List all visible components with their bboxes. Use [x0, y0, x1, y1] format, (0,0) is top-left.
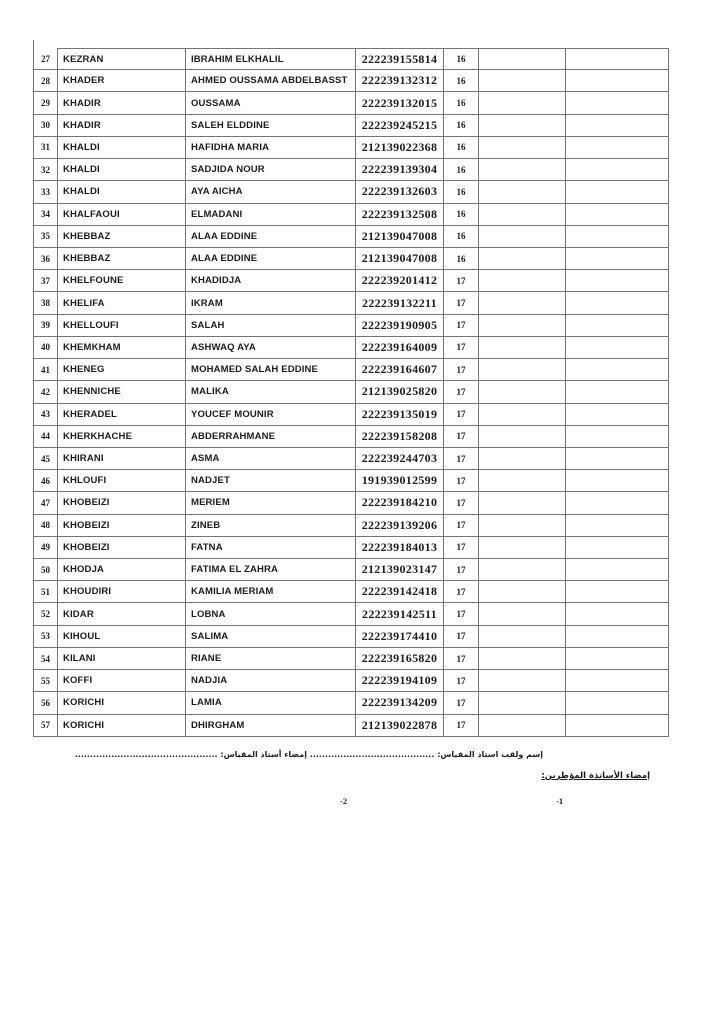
first-name-cell: SALAH — [186, 315, 356, 337]
table-row — [34, 115, 669, 137]
empty-cell-2 — [566, 159, 669, 181]
table-row — [34, 137, 669, 159]
empty-cell-2 — [566, 492, 669, 514]
group-cell: 17 — [444, 381, 479, 403]
group-cell: 17 — [444, 270, 479, 292]
last-name-cell: KHALFAOUI — [58, 204, 186, 226]
first-name-cell: SALEH ELDDINE — [186, 115, 356, 137]
student-id-cell: 222239174410 — [356, 626, 444, 648]
last-name-cell: KIDAR — [58, 603, 186, 625]
empty-cell-2 — [566, 70, 669, 92]
student-id-cell: 222239244703 — [356, 448, 444, 470]
student-id-cell: 222239164607 — [356, 359, 444, 381]
last-name-cell: KHODJA — [58, 559, 186, 581]
group-cell: 17 — [444, 426, 479, 448]
first-name-cell: RIANE — [186, 648, 356, 670]
empty-cell-1 — [479, 270, 566, 292]
empty-cell-2 — [566, 359, 669, 381]
empty-cell-2 — [566, 48, 669, 70]
table-row — [34, 159, 669, 181]
row-number-cell: 39 — [34, 315, 58, 337]
group-cell: 17 — [444, 626, 479, 648]
student-id-cell: 212139047008 — [356, 226, 444, 248]
student-id-cell: 222239135019 — [356, 404, 444, 426]
table-row — [34, 48, 669, 70]
student-id-cell: 222239165820 — [356, 648, 444, 670]
group-cell: 16 — [444, 70, 479, 92]
first-name-cell: ALAA EDDINE — [186, 226, 356, 248]
first-name-cell: HAFIDHA MARIA — [186, 137, 356, 159]
empty-cell-2 — [566, 537, 669, 559]
table-row — [34, 337, 669, 359]
last-name-cell: KEZRAN — [58, 48, 186, 70]
table-row — [34, 92, 669, 114]
student-roster-table — [33, 48, 669, 737]
group-cell: 17 — [444, 337, 479, 359]
last-name-cell: KHERADEL — [58, 404, 186, 426]
last-name-cell: KHALDI — [58, 159, 186, 181]
empty-cell-1 — [479, 692, 566, 714]
group-cell: 17 — [444, 359, 479, 381]
empty-cell-2 — [566, 292, 669, 314]
student-id-cell: 222239142511 — [356, 603, 444, 625]
student-id-cell: 191939012599 — [356, 470, 444, 492]
first-name-cell: ASHWAQ AYA — [186, 337, 356, 359]
table-row — [34, 537, 669, 559]
first-name-cell: KHADIDJA — [186, 270, 356, 292]
last-name-cell: KHELIFA — [58, 292, 186, 314]
last-name-cell: KIHOUL — [58, 626, 186, 648]
group-cell: 16 — [444, 204, 479, 226]
table-row — [34, 292, 669, 314]
group-cell: 17 — [444, 670, 479, 692]
table-row — [34, 404, 669, 426]
last-name-cell: KHADIR — [58, 115, 186, 137]
group-cell: 17 — [444, 603, 479, 625]
group-cell: 16 — [444, 48, 479, 70]
table-row — [34, 670, 669, 692]
student-id-cell: 222239134209 — [356, 692, 444, 714]
empty-cell-1 — [479, 648, 566, 670]
student-id-cell: 212139022878 — [356, 715, 444, 737]
empty-cell-1 — [479, 226, 566, 248]
last-name-cell: KHELLOUFI — [58, 315, 186, 337]
empty-cell-1 — [479, 92, 566, 114]
last-name-cell: KHLOUFI — [58, 470, 186, 492]
group-cell: 16 — [444, 248, 479, 270]
first-name-cell: YOUCEF MOUNIR — [186, 404, 356, 426]
empty-cell-1 — [479, 70, 566, 92]
student-id-cell: 222239132603 — [356, 181, 444, 203]
student-id-cell: 212139025820 — [356, 381, 444, 403]
first-name-cell: MERIEM — [186, 492, 356, 514]
empty-cell-1 — [479, 292, 566, 314]
last-name-cell: KHADIR — [58, 92, 186, 114]
empty-cell-2 — [566, 581, 669, 603]
empty-cell-1 — [479, 404, 566, 426]
row-number-cell: 31 — [34, 137, 58, 159]
empty-cell-1 — [479, 448, 566, 470]
student-id-cell: 222239139304 — [356, 159, 444, 181]
empty-cell-1 — [479, 337, 566, 359]
group-cell: 17 — [444, 692, 479, 714]
student-id-cell: 222239164009 — [356, 337, 444, 359]
table-row — [34, 603, 669, 625]
table-left-border-stub — [33, 40, 34, 48]
last-name-cell: KHERKHACHE — [58, 426, 186, 448]
empty-cell-2 — [566, 603, 669, 625]
first-name-cell: ZINEB — [186, 515, 356, 537]
row-number-cell: 45 — [34, 448, 58, 470]
group-cell: 17 — [444, 515, 479, 537]
table-row — [34, 270, 669, 292]
table-row — [34, 692, 669, 714]
row-number-cell: 33 — [34, 181, 58, 203]
table-row — [34, 70, 669, 92]
group-cell: 17 — [444, 492, 479, 514]
row-number-cell: 52 — [34, 603, 58, 625]
last-name-cell: KHENEG — [58, 359, 186, 381]
group-cell: 16 — [444, 137, 479, 159]
empty-cell-2 — [566, 248, 669, 270]
group-cell: 17 — [444, 404, 479, 426]
empty-cell-2 — [566, 181, 669, 203]
first-name-cell: NADJIA — [186, 670, 356, 692]
student-id-cell: 222239155814 — [356, 48, 444, 70]
row-number-cell: 41 — [34, 359, 58, 381]
empty-cell-2 — [566, 426, 669, 448]
empty-cell-1 — [479, 515, 566, 537]
first-name-cell: KAMILIA MERIAM — [186, 581, 356, 603]
group-cell: 17 — [444, 715, 479, 737]
teacher-signature-dotted-blank: ............................................... — [74, 750, 218, 759]
empty-cell-1 — [479, 137, 566, 159]
last-name-cell: KHOBEIZI — [58, 515, 186, 537]
empty-cell-1 — [479, 204, 566, 226]
last-name-cell: KHOBEIZI — [58, 537, 186, 559]
first-name-cell: IKRAM — [186, 292, 356, 314]
teacher-name-dotted-blank: ......................................... — [309, 750, 435, 759]
row-number-cell: 47 — [34, 492, 58, 514]
row-number-cell: 42 — [34, 381, 58, 403]
empty-cell-1 — [479, 670, 566, 692]
first-name-cell: DHIRGHAM — [186, 715, 356, 737]
empty-cell-1 — [479, 159, 566, 181]
empty-cell-1 — [479, 181, 566, 203]
student-id-cell: 222239132211 — [356, 292, 444, 314]
student-id-cell: 222239139206 — [356, 515, 444, 537]
empty-cell-2 — [566, 715, 669, 737]
first-name-cell: FATIMA EL ZAHRA — [186, 559, 356, 581]
row-number-cell: 40 — [34, 337, 58, 359]
empty-cell-1 — [479, 626, 566, 648]
row-number-cell: 34 — [34, 204, 58, 226]
empty-cell-1 — [479, 581, 566, 603]
table-row — [34, 359, 669, 381]
empty-cell-1 — [479, 559, 566, 581]
last-name-cell: KHIRANI — [58, 448, 186, 470]
group-cell: 17 — [444, 292, 479, 314]
row-number-cell: 57 — [34, 715, 58, 737]
first-name-cell: ELMADANI — [186, 204, 356, 226]
empty-cell-2 — [566, 226, 669, 248]
empty-cell-1 — [479, 426, 566, 448]
table-row — [34, 492, 669, 514]
group-cell: 17 — [444, 470, 479, 492]
table-row — [34, 515, 669, 537]
table-row — [34, 381, 669, 403]
empty-cell-1 — [479, 381, 566, 403]
table-row — [34, 715, 669, 737]
row-number-cell: 43 — [34, 404, 58, 426]
first-name-cell: FATNA — [186, 537, 356, 559]
empty-cell-2 — [566, 315, 669, 337]
row-number-cell: 29 — [34, 92, 58, 114]
first-name-cell: ASMA — [186, 448, 356, 470]
table-row — [34, 181, 669, 203]
student-id-cell: 212139047008 — [356, 248, 444, 270]
row-number-cell: 38 — [34, 292, 58, 314]
empty-cell-1 — [479, 470, 566, 492]
empty-cell-2 — [566, 692, 669, 714]
first-name-cell: NADJET — [186, 470, 356, 492]
table-row — [34, 470, 669, 492]
empty-cell-1 — [479, 537, 566, 559]
empty-cell-1 — [479, 248, 566, 270]
page-marker-center: -2 — [340, 796, 348, 806]
first-name-cell: MALIKA — [186, 381, 356, 403]
empty-cell-2 — [566, 559, 669, 581]
student-id-cell: 222239201412 — [356, 270, 444, 292]
first-name-cell: IBRAHIM ELKHALIL — [186, 48, 356, 70]
empty-cell-2 — [566, 381, 669, 403]
row-number-cell: 27 — [34, 48, 58, 70]
empty-cell-2 — [566, 92, 669, 114]
student-id-cell: 222239132508 — [356, 204, 444, 226]
teacher-name-signature-line — [75, 750, 543, 759]
first-name-cell: SADJIDA NOUR — [186, 159, 356, 181]
group-cell: 16 — [444, 226, 479, 248]
table-row — [34, 315, 669, 337]
student-id-cell: 222239142418 — [356, 581, 444, 603]
table-row — [34, 581, 669, 603]
last-name-cell: KILANI — [58, 648, 186, 670]
group-cell: 17 — [444, 559, 479, 581]
row-number-cell: 32 — [34, 159, 58, 181]
empty-cell-1 — [479, 715, 566, 737]
last-name-cell: KHENNICHE — [58, 381, 186, 403]
first-name-cell: SALIMA — [186, 626, 356, 648]
last-name-cell: KOFFI — [58, 670, 186, 692]
teacher-name-label: إسم ولقب استاذ المقياس: — [437, 750, 543, 759]
row-number-cell: 44 — [34, 426, 58, 448]
group-cell: 17 — [444, 581, 479, 603]
empty-cell-2 — [566, 670, 669, 692]
student-id-cell: 222239158208 — [356, 426, 444, 448]
empty-cell-2 — [566, 448, 669, 470]
student-id-cell: 222239132015 — [356, 92, 444, 114]
row-number-cell: 35 — [34, 226, 58, 248]
row-number-cell: 37 — [34, 270, 58, 292]
page-marker-right: -1 — [556, 796, 564, 806]
group-cell: 17 — [444, 537, 479, 559]
row-number-cell: 55 — [34, 670, 58, 692]
student-id-cell: 212139023147 — [356, 559, 444, 581]
first-name-cell: ALAA EDDINE — [186, 248, 356, 270]
supervisors-signature-heading: إمضاء الأساتذة المؤطرين: — [541, 771, 650, 781]
empty-cell-2 — [566, 515, 669, 537]
empty-cell-2 — [566, 337, 669, 359]
student-id-cell: 222239184210 — [356, 492, 444, 514]
table-row — [34, 448, 669, 470]
last-name-cell: KHEMKHAM — [58, 337, 186, 359]
student-id-cell: 222239132312 — [356, 70, 444, 92]
student-id-cell: 222239184013 — [356, 537, 444, 559]
row-number-cell: 56 — [34, 692, 58, 714]
table-row — [34, 226, 669, 248]
empty-cell-2 — [566, 470, 669, 492]
empty-cell-1 — [479, 115, 566, 137]
row-number-cell: 46 — [34, 470, 58, 492]
last-name-cell: KORICHI — [58, 715, 186, 737]
first-name-cell: AYA AICHA — [186, 181, 356, 203]
row-number-cell: 51 — [34, 581, 58, 603]
group-cell: 17 — [444, 448, 479, 470]
teacher-signature-label: إمضاء أستاذ المقياس: — [220, 750, 307, 759]
first-name-cell: LAMIA — [186, 692, 356, 714]
row-number-cell: 50 — [34, 559, 58, 581]
last-name-cell: KORICHI — [58, 692, 186, 714]
first-name-cell: ABDERRAHMANE — [186, 426, 356, 448]
empty-cell-2 — [566, 626, 669, 648]
empty-cell-2 — [566, 115, 669, 137]
last-name-cell: KHOUDIRI — [58, 581, 186, 603]
table-row — [34, 626, 669, 648]
empty-cell-1 — [479, 48, 566, 70]
empty-cell-1 — [479, 603, 566, 625]
last-name-cell: KHEBBAZ — [58, 226, 186, 248]
student-id-cell: 222239245215 — [356, 115, 444, 137]
table-row — [34, 559, 669, 581]
empty-cell-2 — [566, 204, 669, 226]
last-name-cell: KHADER — [58, 70, 186, 92]
empty-cell-2 — [566, 137, 669, 159]
last-name-cell: KHEBBAZ — [58, 248, 186, 270]
student-id-cell: 212139022368 — [356, 137, 444, 159]
empty-cell-1 — [479, 359, 566, 381]
empty-cell-2 — [566, 648, 669, 670]
row-number-cell: 36 — [34, 248, 58, 270]
group-cell: 16 — [444, 92, 479, 114]
last-name-cell: KHELFOUNE — [58, 270, 186, 292]
empty-cell-2 — [566, 270, 669, 292]
first-name-cell: AHMED OUSSAMA ABDELBASST — [186, 70, 356, 92]
last-name-cell: KHALDI — [58, 181, 186, 203]
empty-cell-2 — [566, 404, 669, 426]
empty-cell-1 — [479, 492, 566, 514]
row-number-cell: 54 — [34, 648, 58, 670]
group-cell: 16 — [444, 159, 479, 181]
first-name-cell: OUSSAMA — [186, 92, 356, 114]
group-cell: 16 — [444, 181, 479, 203]
group-cell: 17 — [444, 315, 479, 337]
first-name-cell: MOHAMED SALAH EDDINE — [186, 359, 356, 381]
last-name-cell: KHALDI — [58, 137, 186, 159]
row-number-cell: 53 — [34, 626, 58, 648]
row-number-cell: 30 — [34, 115, 58, 137]
row-number-cell: 28 — [34, 70, 58, 92]
empty-cell-1 — [479, 315, 566, 337]
row-number-cell: 49 — [34, 537, 58, 559]
student-id-cell: 222239190905 — [356, 315, 444, 337]
group-cell: 16 — [444, 115, 479, 137]
table-row — [34, 426, 669, 448]
student-id-cell: 222239194109 — [356, 670, 444, 692]
table-row — [34, 248, 669, 270]
first-name-cell: LOBNA — [186, 603, 356, 625]
last-name-cell: KHOBEIZI — [58, 492, 186, 514]
row-number-cell: 48 — [34, 515, 58, 537]
table-row — [34, 204, 669, 226]
table-row — [34, 648, 669, 670]
group-cell: 17 — [444, 648, 479, 670]
